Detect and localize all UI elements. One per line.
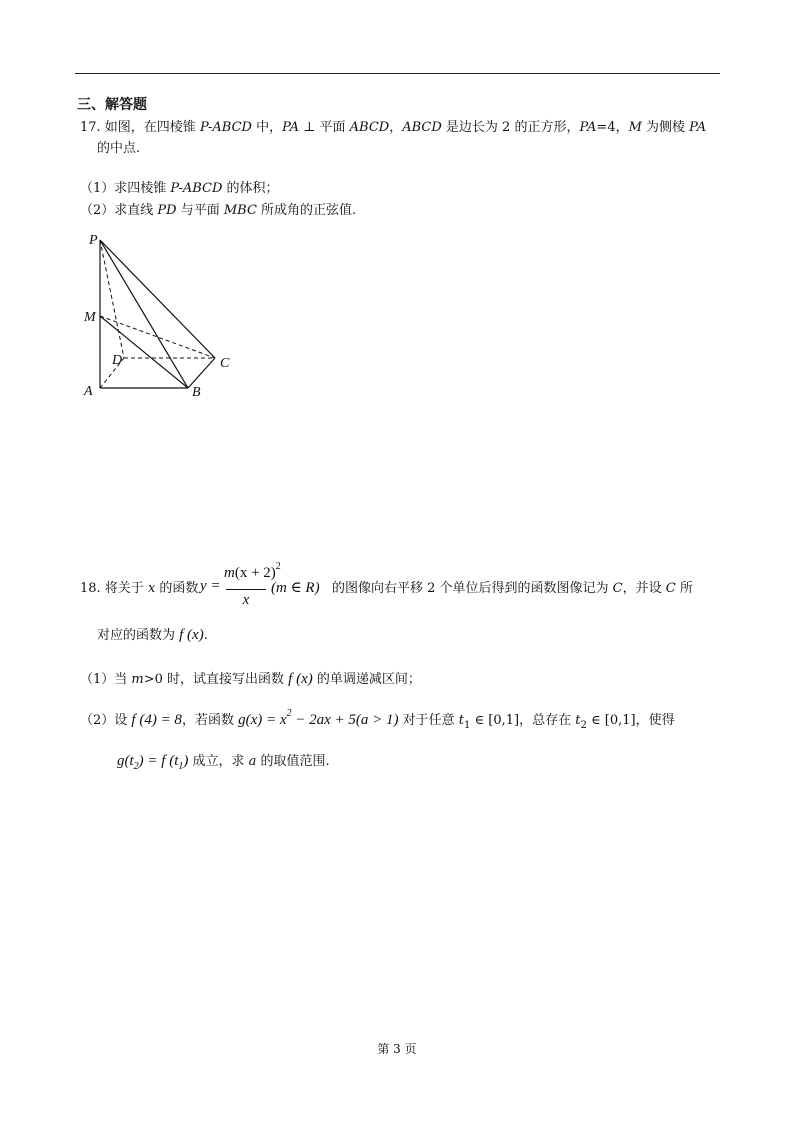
header-rule	[75, 73, 720, 74]
edge-pd	[100, 240, 124, 358]
q17-part1: （1）求四棱锥 P-ABCD 的体积；	[80, 181, 279, 196]
label-b: B	[192, 385, 201, 400]
section-heading: 三、解答题	[77, 97, 147, 113]
edge-bc	[188, 358, 215, 388]
q18-line2: 对应的函数为 f (x).	[97, 627, 208, 643]
q17-part2: （2）求直线 PD 与平面 MBC 所成角的正弦值.	[80, 203, 357, 218]
label-p: P	[89, 233, 98, 248]
q18-lead: 18. 将关于 x 的函数	[80, 581, 199, 596]
page-number: 第 3 页	[377, 1042, 417, 1056]
fraction-numerator: $m(x + 2)^2$	[224, 561, 281, 581]
q18-condition: (m ∈ R)	[271, 580, 320, 596]
q18-part2: （2）设 f (4) = 8，若函数 $g(x) = x^2 - 2ax + 5(a > 1)$ 对于任意 $t_1$ ∈ [0,1]，总存在 $t_2$ ∈ [0,1]，使得	[80, 708, 675, 731]
q17-line2: 的中点.	[97, 141, 141, 156]
label-m: M	[84, 310, 96, 325]
q18-lead-rest: 的图像向右平移 2 个单位后得到的函数图像记为 C，并设 C 所	[332, 581, 693, 596]
q18-part2-line3: $g(t_2) = f$ $(t_1)$ 成立，求 a 的取值范围.	[117, 753, 330, 772]
label-d: D	[112, 353, 123, 368]
segment-mb	[100, 316, 188, 388]
label-c: C	[220, 356, 230, 371]
q18-part1: （1）当 m>0 时，试直接写出函数 f (x) 的单调递减区间；	[80, 671, 421, 687]
q18-fraction	[224, 561, 281, 613]
q17-line1: 17. 如图，在四棱锥 P-ABCD 中，PA ⊥ 平面 ABCD，ABCD 是边长为 2 的正方形，PA=4，M 为侧棱 PA	[80, 120, 707, 135]
fraction-denominator: x	[242, 592, 250, 608]
edge-pc	[100, 240, 215, 358]
q18-y-eq: y =	[200, 578, 221, 594]
pyramid-figure	[80, 228, 240, 403]
label-a: A	[84, 384, 93, 399]
fraction-bar	[226, 589, 266, 590]
